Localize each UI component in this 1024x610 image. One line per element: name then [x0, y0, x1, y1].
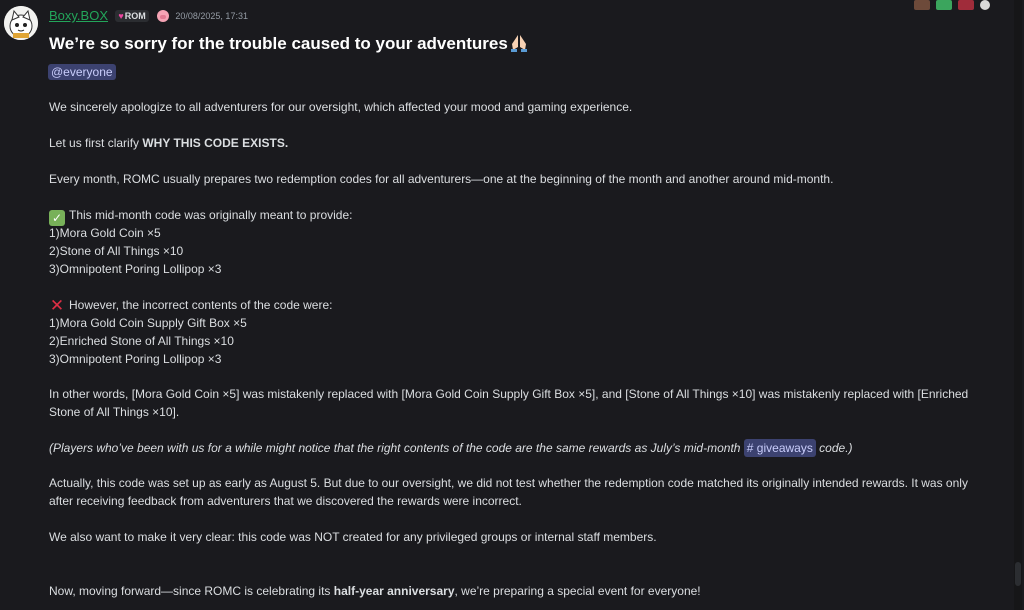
author-avatar[interactable]: [4, 6, 38, 40]
message-toolbar: [914, 0, 990, 14]
role-tag[interactable]: [115, 10, 148, 22]
incorrect-heading-text: However, the incorrect contents of the code were:: [69, 298, 333, 312]
paragraph-in-other-words: In other words, [Mora Gold Coin ×5] was mistakenly replaced with [Mora Gold Coin Supply Gift Box ×5], and [Stone of All Things ×10] was mistakenly replaced with [Enriched Stone of All Things ×10].: [49, 387, 969, 419]
anniversary-bold: half-year anniversary: [333, 584, 455, 598]
scrollbar-thumb[interactable]: [1015, 562, 1021, 586]
cross-mark-icon: ✕: [49, 296, 65, 315]
intended-heading-text: This mid-month code was originally meant to provide:: [69, 208, 353, 222]
players-note-suffix: code.): [815, 441, 853, 455]
everyone-mention[interactable]: @everyone: [48, 64, 116, 80]
message-title: [49, 33, 529, 58]
paragraph-clarification: We also want to make it very clear: this code was NOT created for any privileged groups or internal staff members.: [49, 530, 657, 544]
timestamp[interactable]: 20/08/2025, 17:31: [175, 11, 248, 21]
anniversary-prefix: Now, moving forward—since ROMC is celebrating its: [49, 584, 334, 598]
intended-item: 1)Mora Gold Coin ×5: [49, 226, 161, 240]
emoji-add-button[interactable]: [980, 0, 990, 10]
praying-hands-icon: [509, 33, 529, 58]
pig-emoji-icon: [157, 10, 169, 22]
anniversary-suffix: , we’re preparing a special event for everyone!: [454, 584, 701, 598]
heart-icon: ♥: [118, 11, 124, 21]
intended-item: 3)Omnipotent Poring Lollipop ×3: [49, 262, 222, 276]
message-header: [49, 8, 248, 22]
paragraph-setup: Actually, this code was set up as early as August 5. But due to our oversight, we did not test whether the redemption code matched its originally intended rewards. It was only after receiving feedback from adventurers that we discovered the rewards were incorrect.: [49, 476, 968, 508]
check-mark-icon: ✓: [49, 210, 65, 226]
paragraph-apology: We sincerely apologize to all adventurers for our oversight, which affected your mood and gaming experience.: [49, 100, 633, 114]
incorrect-item: 2)Enriched Stone of All Things ×10: [49, 334, 234, 348]
title-text: We’re so sorry for the trouble caused to your adventures: [49, 34, 508, 53]
author-name[interactable]: Boxy.BOX: [49, 8, 109, 23]
intended-item: 2)Stone of All Things ×10: [49, 244, 184, 258]
role-tag-label: ROM: [124, 11, 146, 21]
paragraph-anniversary: [49, 582, 701, 600]
reaction-3-button[interactable]: [958, 0, 974, 10]
incorrect-item: 3)Omnipotent Poring Lollipop ×3: [49, 352, 222, 366]
cat-avatar-icon: [4, 6, 38, 40]
paragraph-clarify: [49, 134, 288, 152]
paragraph-players-note: [49, 439, 853, 457]
players-note-prefix: (Players who’ve been with us for a while might notice that the right contents of the code are the same rewards as July’s mid-month: [49, 441, 744, 455]
incorrect-item: 1)Mora Gold Coin Supply Gift Box ×5: [49, 316, 247, 330]
giveaways-channel-link[interactable]: # giveaways: [744, 439, 816, 457]
incorrect-heading: [49, 296, 332, 314]
scrollbar[interactable]: [1014, 0, 1022, 610]
clarify-text: Let us first clarify: [49, 136, 143, 150]
reaction-1-button[interactable]: [914, 0, 930, 10]
intended-heading: [49, 206, 352, 226]
reaction-2-button[interactable]: [936, 0, 952, 10]
clarify-bold: WHY THIS CODE EXISTS.: [142, 136, 289, 150]
paragraph-monthly: Every month, ROMC usually prepares two redemption codes for all adventurers—one at the beginning of the month and another around mid-month.: [49, 172, 834, 186]
